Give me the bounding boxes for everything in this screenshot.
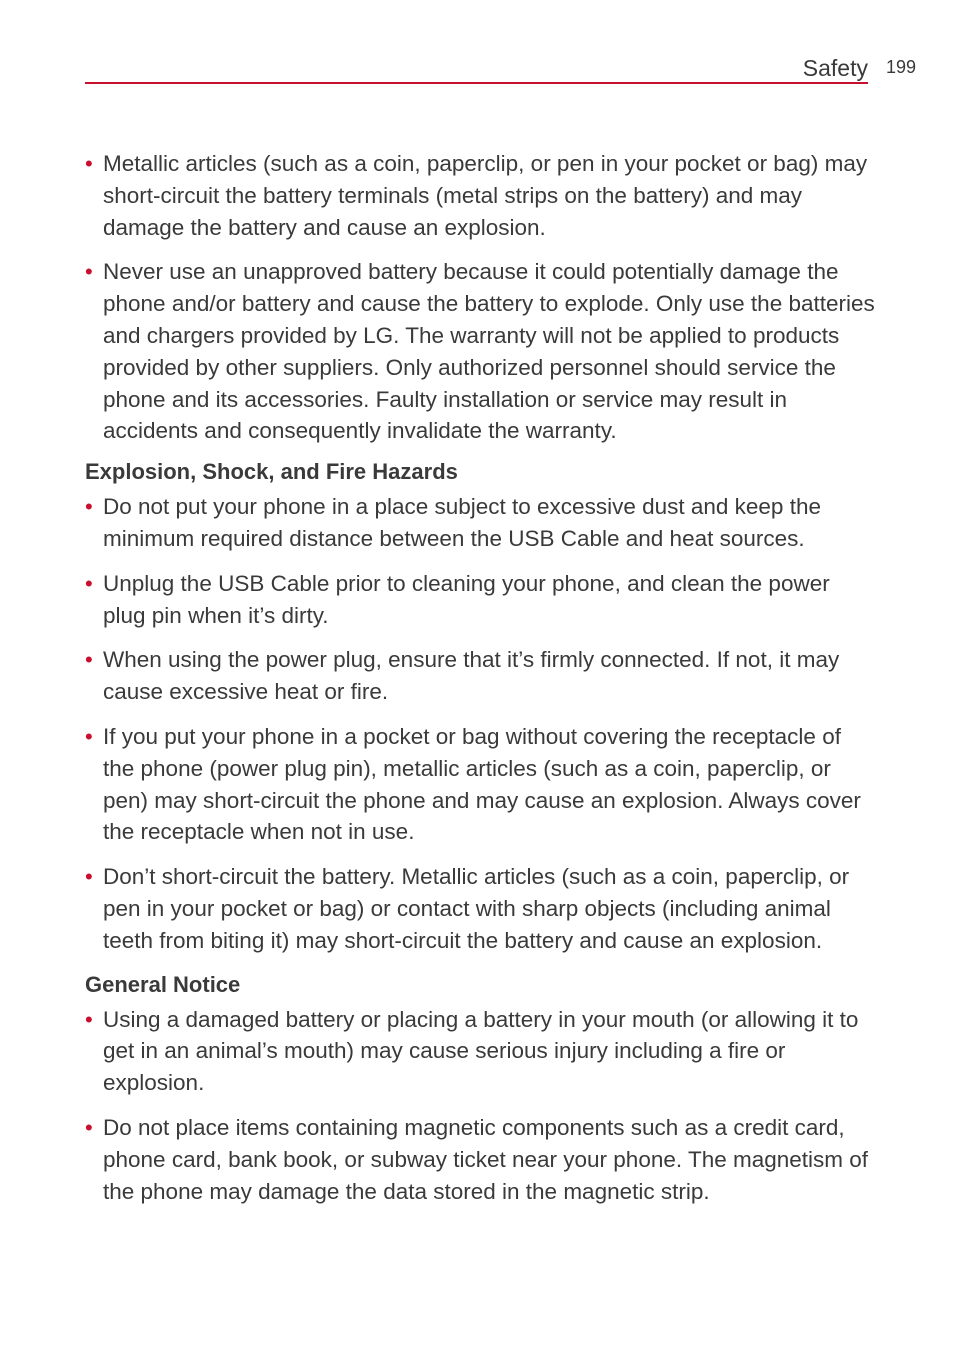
list-item bbox=[85, 148, 875, 243]
page-header bbox=[85, 52, 868, 84]
bullet-list bbox=[85, 491, 875, 956]
page-number: 199 bbox=[886, 57, 917, 77]
bullet-icon: • bbox=[85, 1114, 93, 1140]
bullet-text: Never use an unapproved battery because it could potentially damage the phone and/or battery and cause the battery to explode. Only use the batteries and chargers provided by LG. The warranty will not be applied to products provided by other suppliers. Only authorized personnel should service the phone and its accessories. Faulty installation or service may result in accidents and consequently invalidate the warranty. bbox=[103, 259, 875, 444]
bullet-icon: • bbox=[85, 647, 93, 673]
bullet-text: Metallic articles (such as a coin, paperclip, or pen in your pocket or bag) may short-circuit the battery terminals (metal strips on the battery) and may damage the battery and cause an explosion. bbox=[103, 151, 868, 240]
section-heading: Explosion, Shock, and Fire Hazards bbox=[85, 459, 458, 485]
section-title: Safety bbox=[802, 55, 868, 81]
bullet-text: If you put your phone in a pocket or bag without covering the receptacle of the phone (power plug pin), metallic articles (such as a coin, paperclip, or pen) may short-circuit the phone and may cause an explosion. Always cover the receptacle when not in use. bbox=[103, 723, 861, 845]
list-item bbox=[85, 568, 875, 632]
list-item bbox=[85, 491, 875, 555]
list-item bbox=[85, 1112, 875, 1207]
bullet-text: Do not put your phone in a place subject to excessive dust and keep the minimum required distance between the USB Cable and heat sources. bbox=[103, 494, 821, 551]
list-item bbox=[85, 861, 875, 956]
bullet-icon: • bbox=[85, 494, 93, 520]
bullet-text: Do not place items containing magnetic components such as a credit card, phone card, bank book, or subway ticket near your phone. The magnetism of the phone may damage the data stored in the magnetic strip. bbox=[103, 1114, 869, 1204]
bullet-text: Don’t short-circuit the battery. Metallic articles (such as a coin, paperclip, or pen in your pocket or bag) or contact with sharp objects (including animal teeth from biting it) may short-circuit the battery and cause an explosion. bbox=[103, 864, 850, 953]
list-item bbox=[85, 721, 875, 848]
bullet-text: When using the power plug, ensure that it’s firmly connected. If not, it may cause excessive heat or fire. bbox=[103, 647, 840, 705]
list-item bbox=[85, 644, 875, 708]
bullet-icon: • bbox=[85, 1006, 93, 1032]
bullet-text: Unplug the USB Cable prior to cleaning your phone, and clean the power plug pin when it’s dirty. bbox=[103, 570, 830, 628]
section-heading: General Notice bbox=[85, 971, 241, 997]
page-content bbox=[85, 148, 875, 1220]
section-explosion-hazards bbox=[85, 457, 875, 956]
bullet-list bbox=[85, 1004, 875, 1208]
bullet-icon: • bbox=[85, 259, 93, 285]
list-item bbox=[85, 1004, 875, 1099]
bullet-text: Using a damaged battery or placing a battery in your mouth (or allowing it to get in an animal’s mouth) may cause serious injury including a fire or explosion. bbox=[103, 1006, 859, 1096]
intro-bullet-list bbox=[85, 148, 875, 447]
list-item bbox=[85, 256, 875, 447]
bullet-icon: • bbox=[85, 151, 93, 176]
bullet-icon: • bbox=[85, 864, 93, 890]
bullet-icon: • bbox=[85, 570, 93, 596]
section-general-notice bbox=[85, 970, 875, 1208]
bullet-icon: • bbox=[85, 723, 93, 749]
